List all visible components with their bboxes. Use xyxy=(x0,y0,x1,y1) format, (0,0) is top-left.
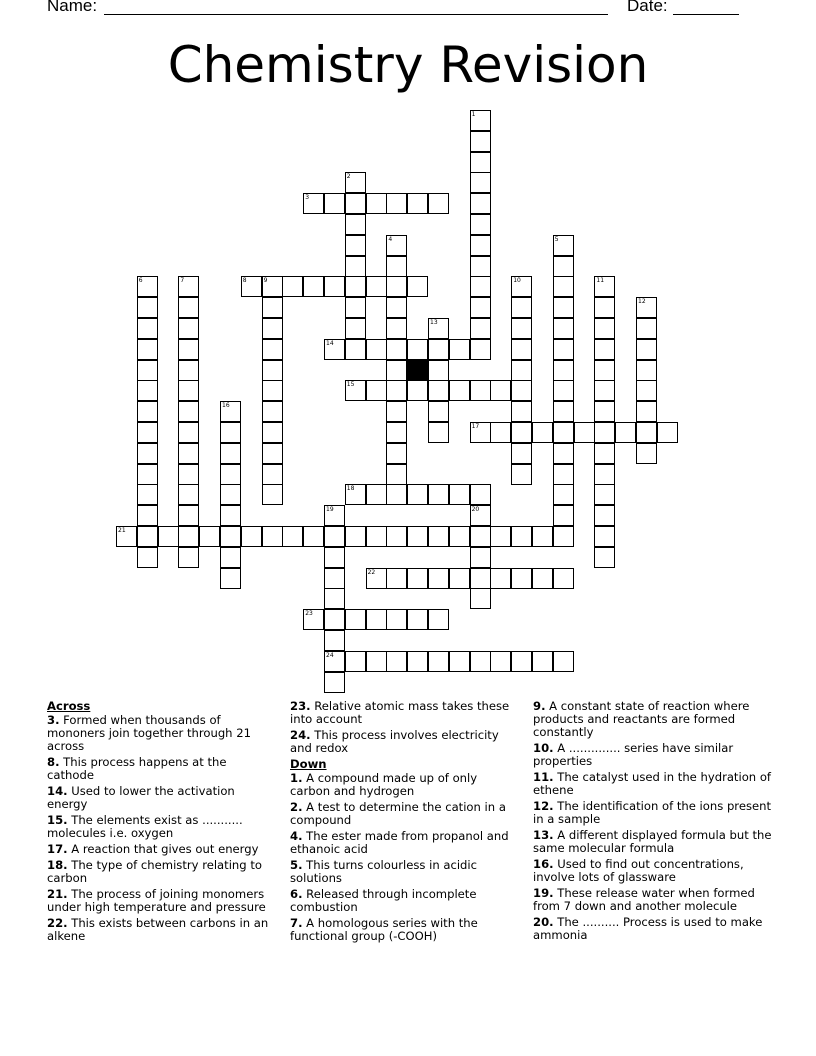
grid-cell[interactable] xyxy=(532,526,553,547)
grid-cell[interactable] xyxy=(407,484,428,505)
clue-across-22: 22. This exists between carbons in an alkene xyxy=(47,916,269,943)
grid-cell[interactable] xyxy=(262,318,283,339)
grid-cell[interactable] xyxy=(199,526,220,547)
grid-cell[interactable] xyxy=(178,380,199,401)
grid-cell[interactable] xyxy=(386,651,407,672)
grid-cell[interactable] xyxy=(428,380,449,401)
grid-cell[interactable] xyxy=(428,318,449,339)
grid-cell[interactable] xyxy=(324,547,345,568)
grid-cell[interactable] xyxy=(262,339,283,360)
grid-cell[interactable] xyxy=(386,360,407,381)
grid-cell[interactable] xyxy=(386,609,407,630)
grid-cell[interactable] xyxy=(345,339,366,360)
grid-cell[interactable] xyxy=(386,339,407,360)
grid-cell[interactable] xyxy=(553,443,574,464)
grid-cell[interactable] xyxy=(137,339,158,360)
grid-cell[interactable] xyxy=(636,339,657,360)
grid-cell[interactable] xyxy=(636,443,657,464)
grid-cell[interactable] xyxy=(470,339,491,360)
grid-cell[interactable] xyxy=(345,214,366,235)
clue-number: 23 xyxy=(305,610,313,618)
grid-cell[interactable] xyxy=(511,380,532,401)
clues-column-3 xyxy=(533,700,773,945)
grid-cell[interactable] xyxy=(345,609,366,630)
grid-cell[interactable] xyxy=(324,588,345,609)
grid-cell[interactable] xyxy=(303,526,324,547)
clue-number: 24 xyxy=(326,651,334,659)
clue-across-15: 15. The elements exist as ........... molecules i.e. oxygen xyxy=(47,813,243,840)
grid-cell[interactable] xyxy=(449,339,470,360)
grid-cell[interactable] xyxy=(553,505,574,526)
grid-cell[interactable] xyxy=(241,276,262,297)
grid-cell[interactable] xyxy=(470,235,491,256)
clue-across-14: 14. Used to lower the activation energy xyxy=(47,784,235,811)
grid-cell[interactable] xyxy=(594,443,615,464)
clue-number: 19 xyxy=(326,506,334,514)
grid-cell[interactable] xyxy=(137,464,158,485)
grid-cell[interactable] xyxy=(345,193,366,214)
grid-cell[interactable] xyxy=(366,484,387,505)
grid-cell[interactable] xyxy=(220,505,241,526)
grid-cell[interactable] xyxy=(511,651,532,672)
grid-cell[interactable] xyxy=(428,484,449,505)
black-cell xyxy=(407,360,428,381)
grid-cell[interactable] xyxy=(220,526,241,547)
grid-cell[interactable] xyxy=(636,422,657,443)
grid-cell[interactable] xyxy=(324,568,345,589)
clue-down-6: 6. Released through incomplete combustion xyxy=(290,887,477,914)
grid-cell[interactable] xyxy=(594,422,615,443)
grid-cell[interactable] xyxy=(594,547,615,568)
grid-cell[interactable] xyxy=(470,505,491,526)
clue-number: 1 xyxy=(471,111,476,118)
grid-cell[interactable] xyxy=(345,235,366,256)
clue-number: 12 xyxy=(638,298,646,306)
clue-number: 6 xyxy=(138,277,143,285)
grid-cell[interactable] xyxy=(178,547,199,568)
grid-cell[interactable] xyxy=(532,422,553,443)
grid-cell[interactable] xyxy=(324,609,345,630)
clue-across-23: 23. Relative atomic mass takes these into account xyxy=(290,699,510,726)
grid-cell[interactable] xyxy=(490,380,511,401)
grid-cell[interactable] xyxy=(594,484,615,505)
grid-cell[interactable] xyxy=(428,651,449,672)
grid-cell[interactable] xyxy=(511,568,532,589)
grid-cell[interactable] xyxy=(636,297,657,318)
grid-cell[interactable] xyxy=(345,651,366,672)
grid-cell[interactable] xyxy=(366,568,387,589)
grid-cell[interactable] xyxy=(303,193,324,214)
grid-cell[interactable] xyxy=(178,360,199,381)
grid-cell[interactable] xyxy=(178,464,199,485)
grid-cell[interactable] xyxy=(178,318,199,339)
grid-cell[interactable] xyxy=(594,339,615,360)
grid-cell[interactable] xyxy=(324,651,345,672)
grid-cell[interactable] xyxy=(636,318,657,339)
grid-cell[interactable] xyxy=(178,276,199,297)
grid-cell[interactable] xyxy=(449,484,470,505)
grid-cell[interactable] xyxy=(282,526,303,547)
clue-number: 14 xyxy=(326,339,334,347)
grid-cell[interactable] xyxy=(511,339,532,360)
grid-cell[interactable] xyxy=(386,484,407,505)
grid-cell[interactable] xyxy=(470,110,491,131)
grid-cell[interactable] xyxy=(490,568,511,589)
grid-cell[interactable] xyxy=(657,422,678,443)
grid-cell[interactable] xyxy=(137,297,158,318)
grid-cell[interactable] xyxy=(511,297,532,318)
grid-cell[interactable] xyxy=(366,609,387,630)
grid-cell[interactable] xyxy=(594,505,615,526)
grid-cell[interactable] xyxy=(470,422,491,443)
grid-cell[interactable] xyxy=(511,360,532,381)
grid-cell[interactable] xyxy=(386,401,407,422)
grid-cell[interactable] xyxy=(303,276,324,297)
grid-cell[interactable] xyxy=(428,422,449,443)
clue-down-12: 12. The identification of the ions present in a sample xyxy=(533,799,772,826)
grid-cell[interactable] xyxy=(137,526,158,547)
grid-cell[interactable] xyxy=(428,609,449,630)
grid-cell[interactable] xyxy=(470,256,491,277)
clues-column-1 xyxy=(47,700,277,946)
grid-cell[interactable] xyxy=(470,276,491,297)
grid-cell[interactable] xyxy=(553,401,574,422)
clue-down-4: 4. The ester made from propanol and ethanoic acid xyxy=(290,829,509,856)
grid-cell[interactable] xyxy=(594,318,615,339)
grid-cell[interactable] xyxy=(366,651,387,672)
clue-number: 21 xyxy=(118,527,126,534)
clue-number: 16 xyxy=(222,402,230,410)
grid-cell[interactable] xyxy=(158,526,179,547)
grid-cell[interactable] xyxy=(324,339,345,360)
grid-cell[interactable] xyxy=(553,256,574,277)
grid-cell[interactable] xyxy=(178,526,199,547)
grid-cell[interactable] xyxy=(594,401,615,422)
grid-cell[interactable] xyxy=(137,401,158,422)
grid-cell[interactable] xyxy=(428,360,449,381)
grid-cell[interactable] xyxy=(303,609,324,630)
clue-down-9: 9. A constant state of reaction where products and reactants are formed constantly xyxy=(533,699,750,739)
grid-cell[interactable] xyxy=(386,276,407,297)
grid-cell[interactable] xyxy=(470,131,491,152)
clue-number: 8 xyxy=(242,277,247,285)
grid-cell[interactable] xyxy=(407,193,428,214)
grid-cell[interactable] xyxy=(262,443,283,464)
grid-cell[interactable] xyxy=(220,484,241,505)
grid-cell[interactable] xyxy=(137,422,158,443)
grid-cell[interactable] xyxy=(574,422,595,443)
grid-cell[interactable] xyxy=(553,339,574,360)
grid-cell[interactable] xyxy=(262,484,283,505)
grid-cell[interactable] xyxy=(553,422,574,443)
grid-cell[interactable] xyxy=(345,172,366,193)
grid-cell[interactable] xyxy=(470,651,491,672)
clue-down-5: 5. This turns colourless in acidic solutions xyxy=(290,858,478,885)
grid-cell[interactable] xyxy=(449,526,470,547)
grid-cell[interactable] xyxy=(386,193,407,214)
grid-cell[interactable] xyxy=(594,297,615,318)
grid-cell[interactable] xyxy=(262,526,283,547)
grid-cell[interactable] xyxy=(470,152,491,173)
grid-cell[interactable] xyxy=(386,526,407,547)
grid-cell[interactable] xyxy=(553,526,574,547)
clues-column-2 xyxy=(290,700,520,946)
grid-cell[interactable] xyxy=(324,672,345,693)
grid-cell[interactable] xyxy=(428,568,449,589)
grid-cell[interactable] xyxy=(220,568,241,589)
clue-number: 18 xyxy=(346,485,355,493)
grid-cell[interactable] xyxy=(428,401,449,422)
grid-cell[interactable] xyxy=(178,401,199,422)
clue-down-7: 7. A homologous series with the functional group (-COOH) xyxy=(290,916,478,943)
clue-number: 20 xyxy=(471,506,480,514)
grid-cell[interactable] xyxy=(137,380,158,401)
grid-cell[interactable] xyxy=(386,235,407,256)
grid-cell[interactable] xyxy=(220,547,241,568)
clue-number: 22 xyxy=(367,568,376,576)
clue-number: 7 xyxy=(180,277,185,285)
clue-down-13: 13. A different displayed formula but the same molecular formula xyxy=(533,828,772,855)
grid-cell[interactable] xyxy=(407,339,428,360)
clue-down-11: 11. The catalyst used in the hydration of ethene xyxy=(533,770,772,797)
date-label: Date: xyxy=(627,0,668,15)
grid-cell[interactable] xyxy=(511,276,532,297)
grid-cell[interactable] xyxy=(553,360,574,381)
grid-cell[interactable] xyxy=(470,568,491,589)
grid-cell[interactable] xyxy=(366,193,387,214)
clue-across-21: 21. The process of joining monomers under high temperature and pressure xyxy=(47,887,266,914)
grid-cell[interactable] xyxy=(636,380,657,401)
grid-cell[interactable] xyxy=(490,422,511,443)
grid-cell[interactable] xyxy=(490,651,511,672)
grid-cell[interactable] xyxy=(490,526,511,547)
grid-cell[interactable] xyxy=(345,297,366,318)
grid-cell[interactable] xyxy=(449,568,470,589)
grid-cell[interactable] xyxy=(345,380,366,401)
grid-cell[interactable] xyxy=(262,464,283,485)
grid-cell[interactable] xyxy=(594,360,615,381)
name-label: Name: xyxy=(47,0,98,15)
grid-cell[interactable] xyxy=(636,401,657,422)
grid-cell[interactable] xyxy=(511,401,532,422)
page-title: Chemistry Revision xyxy=(167,36,649,94)
grid-cell[interactable] xyxy=(449,380,470,401)
grid-cell[interactable] xyxy=(137,318,158,339)
grid-cell[interactable] xyxy=(386,464,407,485)
grid-cell[interactable] xyxy=(178,297,199,318)
clue-number: 11 xyxy=(596,277,605,285)
grid-cell[interactable] xyxy=(220,401,241,422)
grid-cell[interactable] xyxy=(345,526,366,547)
grid-cell[interactable] xyxy=(220,422,241,443)
clue-down-1: 1. A compound made up of only carbon and hydrogen xyxy=(290,771,478,798)
grid-cell[interactable] xyxy=(366,380,387,401)
grid-cell[interactable] xyxy=(594,276,615,297)
grid-cell[interactable] xyxy=(178,505,199,526)
grid-cell[interactable] xyxy=(470,526,491,547)
grid-cell[interactable] xyxy=(345,256,366,277)
grid-cell[interactable] xyxy=(137,360,158,381)
grid-cell[interactable] xyxy=(553,651,574,672)
clue-number: 2 xyxy=(346,173,351,181)
grid-cell[interactable] xyxy=(407,651,428,672)
grid-cell[interactable] xyxy=(470,172,491,193)
grid-cell[interactable] xyxy=(386,318,407,339)
grid-cell[interactable] xyxy=(345,318,366,339)
grid-cell[interactable] xyxy=(470,484,491,505)
grid-cell[interactable] xyxy=(470,380,491,401)
grid-cell[interactable] xyxy=(470,214,491,235)
clue-across-3: 3. Formed when thousands of mononers join together through 21 across xyxy=(47,713,251,753)
grid-cell[interactable] xyxy=(366,526,387,547)
grid-cell[interactable] xyxy=(511,318,532,339)
grid-cell[interactable] xyxy=(470,547,491,568)
grid-cell[interactable] xyxy=(553,484,574,505)
grid-cell[interactable] xyxy=(220,464,241,485)
grid-cell[interactable] xyxy=(241,526,262,547)
clue-down-10: 10. A .............. series have similar properties xyxy=(533,741,734,768)
grid-cell[interactable] xyxy=(428,526,449,547)
grid-cell[interactable] xyxy=(345,276,366,297)
grid-cell[interactable] xyxy=(386,380,407,401)
grid-cell[interactable] xyxy=(407,276,428,297)
grid-cell[interactable] xyxy=(386,568,407,589)
grid-cell[interactable] xyxy=(324,526,345,547)
grid-cell[interactable] xyxy=(553,297,574,318)
grid-cell[interactable] xyxy=(324,630,345,651)
grid-cell[interactable] xyxy=(178,443,199,464)
grid-cell[interactable] xyxy=(137,505,158,526)
clue-number: 15 xyxy=(346,381,355,389)
grid-cell[interactable] xyxy=(470,297,491,318)
grid-cell[interactable] xyxy=(407,526,428,547)
grid-cell[interactable] xyxy=(386,297,407,318)
grid-cell[interactable] xyxy=(470,588,491,609)
grid-cell[interactable] xyxy=(428,193,449,214)
clue-down-16: 16. Used to find out concentrations, involve lots of glassware xyxy=(533,857,744,884)
clue-across-18: 18. The type of chemistry relating to carbon xyxy=(47,858,262,885)
clue-down-20: 20. The .......... Process is used to make ammonia xyxy=(533,915,763,942)
grid-cell[interactable] xyxy=(178,339,199,360)
grid-cell[interactable] xyxy=(262,422,283,443)
grid-cell[interactable] xyxy=(324,505,345,526)
clue-number: 10 xyxy=(513,277,521,285)
grid-cell[interactable] xyxy=(511,443,532,464)
grid-cell[interactable] xyxy=(282,276,303,297)
grid-cell[interactable] xyxy=(324,193,345,214)
grid-cell[interactable] xyxy=(594,526,615,547)
grid-cell[interactable] xyxy=(262,297,283,318)
clue-number: 17 xyxy=(471,423,480,430)
grid-cell[interactable] xyxy=(116,526,137,547)
grid-cell[interactable] xyxy=(345,484,366,505)
grid-cell[interactable] xyxy=(511,526,532,547)
grid-cell[interactable] xyxy=(262,276,283,297)
clue-number: 3 xyxy=(305,194,310,202)
grid-cell[interactable] xyxy=(553,235,574,256)
grid-cell[interactable] xyxy=(137,547,158,568)
clue-number: 4 xyxy=(388,235,393,243)
grid-cell[interactable] xyxy=(532,651,553,672)
grid-cell[interactable] xyxy=(407,568,428,589)
grid-cell[interactable] xyxy=(137,484,158,505)
grid-cell[interactable] xyxy=(366,276,387,297)
grid-cell[interactable] xyxy=(407,380,428,401)
grid-cell[interactable] xyxy=(386,443,407,464)
grid-cell[interactable] xyxy=(262,401,283,422)
grid-cell[interactable] xyxy=(428,339,449,360)
grid-cell[interactable] xyxy=(553,318,574,339)
grid-cell[interactable] xyxy=(594,464,615,485)
grid-cell[interactable] xyxy=(220,443,241,464)
clue-down-2: 2. A test to determine the cation in a compound xyxy=(290,800,506,827)
grid-cell[interactable] xyxy=(366,339,387,360)
grid-cell[interactable] xyxy=(553,276,574,297)
down-heading: Down xyxy=(290,757,327,771)
grid-cell[interactable] xyxy=(137,276,158,297)
grid-cell[interactable] xyxy=(386,422,407,443)
grid-cell[interactable] xyxy=(532,568,553,589)
grid-cell[interactable] xyxy=(594,380,615,401)
grid-cell[interactable] xyxy=(470,318,491,339)
grid-cell[interactable] xyxy=(449,651,470,672)
clue-across-8: 8. This process happens at the cathode xyxy=(47,755,227,782)
grid-cell[interactable] xyxy=(137,443,158,464)
clue-across-24: 24. This process involves electricity and redox xyxy=(290,728,499,755)
grid-cell[interactable] xyxy=(615,422,636,443)
grid-cell[interactable] xyxy=(511,422,532,443)
grid-cell[interactable] xyxy=(470,193,491,214)
grid-cell[interactable] xyxy=(553,464,574,485)
grid-cell[interactable] xyxy=(407,609,428,630)
clue-across-17: 17. A reaction that gives out energy xyxy=(47,842,259,856)
grid-cell[interactable] xyxy=(636,360,657,381)
grid-cell[interactable] xyxy=(324,276,345,297)
grid-cell[interactable] xyxy=(262,360,283,381)
grid-cell[interactable] xyxy=(553,380,574,401)
clue-number: 9 xyxy=(263,277,268,285)
grid-cell[interactable] xyxy=(386,256,407,277)
clue-down-19: 19. These release water when formed from 7 down and another molecule xyxy=(533,886,755,913)
clue-number: 5 xyxy=(554,235,559,243)
grid-cell[interactable] xyxy=(262,380,283,401)
grid-cell[interactable] xyxy=(178,422,199,443)
grid-cell[interactable] xyxy=(178,484,199,505)
grid-cell[interactable] xyxy=(511,464,532,485)
grid-cell[interactable] xyxy=(553,568,574,589)
across-heading: Across xyxy=(47,699,91,713)
clue-number: 13 xyxy=(430,319,438,326)
